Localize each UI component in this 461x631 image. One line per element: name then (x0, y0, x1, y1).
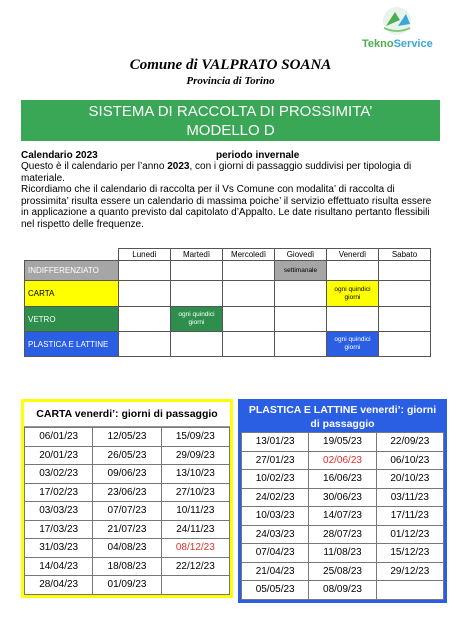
plastica-box-title: PLASTICA E LATTINE venerdi’: giorni di passaggio (241, 402, 444, 432)
date-cell: 24/03/23 (242, 525, 309, 544)
date-cell: 01/12/23 (376, 525, 443, 544)
day-header: Venerdì (327, 249, 379, 261)
date-cell: 03/02/23 (25, 465, 93, 484)
date-cell: 03/03/23 (25, 502, 93, 521)
date-cell: 17/02/23 (25, 483, 93, 502)
row-plastica (25, 332, 431, 357)
notice-paragraph: Ricordiamo che il calendario di raccolta per il Vs Comune con modalita’ di raccolta di prossimita’ risulta essere un calendario di massima poiche’ il servizio effettuato risulta essere in applicazione a quanto previsto dal capitolato d’Appalto. Le date risultano pertanto flessibili nel rispetto delle frequenze. (21, 184, 432, 230)
logo-wordmark: TeknoService (362, 38, 433, 50)
date-row (242, 488, 444, 507)
date-cell: 06/10/23 (376, 451, 443, 470)
date-cell: 06/01/23 (25, 428, 93, 447)
date-row (242, 433, 444, 452)
date-cell: 26/05/23 (93, 446, 161, 465)
date-cell: 02/06/23 (309, 451, 376, 470)
date-row (242, 451, 444, 470)
day-header: Martedì (171, 249, 223, 261)
date-cell: 31/03/23 (25, 539, 93, 558)
date-cell: 21/04/23 (242, 562, 309, 581)
material-label: VETRO (25, 307, 119, 332)
date-cell: 08/12/23 (161, 539, 229, 558)
date-cell: 19/05/23 (309, 433, 376, 452)
date-row (25, 483, 230, 502)
date-cell: 17/11/23 (376, 507, 443, 526)
date-cell: 30/06/23 (309, 488, 376, 507)
date-cell: 21/07/23 (93, 520, 161, 539)
date-cell: 20/10/23 (376, 470, 443, 489)
date-row (25, 539, 230, 558)
banner-line-2: MODELLO D (186, 122, 275, 139)
date-cell: 20/01/23 (25, 446, 93, 465)
date-row (242, 470, 444, 489)
comune-title: Comune di VALPRATO SOANA (129, 57, 332, 73)
date-cell: 15/12/23 (376, 544, 443, 563)
date-row (242, 507, 444, 526)
date-row (242, 544, 444, 563)
date-cell: 17/03/23 (25, 520, 93, 539)
date-cell: 22/09/23 (376, 433, 443, 452)
date-cell: 08/09/23 (309, 581, 376, 600)
period-label: periodo invernale (216, 150, 300, 161)
date-cell: 07/04/23 (242, 544, 309, 563)
date-cell: 16/06/23 (309, 470, 376, 489)
date-cell: 01/09/23 (93, 576, 161, 595)
date-cell: 18/08/23 (93, 557, 161, 576)
date-cell: 25/08/23 (309, 562, 376, 581)
date-cell: 14/04/23 (25, 557, 93, 576)
date-cell: 09/06/23 (93, 465, 161, 484)
date-cell: 23/06/23 (93, 483, 161, 502)
date-cell: 05/05/23 (242, 581, 309, 600)
material-label: CARTA (25, 281, 119, 307)
day-header: Giovedì (275, 249, 327, 261)
date-cell: 11/08/23 (309, 544, 376, 563)
date-cell: 29/12/23 (376, 562, 443, 581)
row-vetro (25, 307, 431, 332)
date-cell: 27/10/23 (161, 483, 229, 502)
frequency-cell: ogni quindici giorni (327, 332, 379, 357)
date-cell: 07/07/23 (93, 502, 161, 521)
date-row (25, 502, 230, 521)
date-cell: 28/04/23 (25, 576, 93, 595)
row-carta (25, 281, 431, 307)
day-header: Lunedì (119, 249, 171, 261)
date-cell: 15/09/23 (161, 428, 229, 447)
date-cell: 10/03/23 (242, 507, 309, 526)
date-row (242, 581, 444, 600)
week-header-row (25, 249, 431, 261)
calendar-year-label: Calendario 2023 (21, 150, 98, 161)
date-row (242, 562, 444, 581)
date-cell: 13/01/23 (242, 433, 309, 452)
frequency-cell: ogni quindici giorni (171, 307, 223, 332)
intro-paragraph: Questo è il calendario per l’anno 2023, con i giorni di passaggio suddivisi per tipologia di materiale. (21, 161, 412, 184)
date-cell: 28/07/23 (309, 525, 376, 544)
row-indifferenziato (25, 261, 431, 281)
carta-dates-table (24, 427, 230, 595)
provincia-subtitle: Provincia di Torino (186, 75, 275, 87)
date-cell: 12/05/23 (93, 428, 161, 447)
date-cell: 03/11/23 (376, 488, 443, 507)
date-cell: 22/12/23 (161, 557, 229, 576)
date-row (25, 428, 230, 447)
date-cell: 27/01/23 (242, 451, 309, 470)
date-cell: 10/11/23 (161, 502, 229, 521)
date-row (25, 520, 230, 539)
date-row (25, 465, 230, 484)
date-row (25, 557, 230, 576)
carta-dates-box (21, 399, 233, 598)
date-cell: 13/10/23 (161, 465, 229, 484)
date-cell: 29/09/23 (161, 446, 229, 465)
frequency-cell: settimanale (275, 261, 327, 281)
date-cell: 04/08/23 (93, 539, 161, 558)
date-row (25, 446, 230, 465)
date-cell: 24/02/23 (242, 488, 309, 507)
carta-box-title: CARTA venerdi’: giorni di passaggio (24, 402, 230, 427)
date-cell: 24/11/23 (161, 520, 229, 539)
date-cell (161, 576, 229, 595)
day-header: Sabato (379, 249, 431, 261)
date-cell: 14/07/23 (309, 507, 376, 526)
date-row (25, 576, 230, 595)
date-row (242, 525, 444, 544)
material-label: PLASTICA E LATTINE (25, 332, 119, 357)
day-header: Mercoledì (223, 249, 275, 261)
banner-line-1: SISTEMA DI RACCOLTA DI PROSSIMITA’ (88, 103, 373, 120)
frequency-cell: ogni quindici giorni (327, 281, 379, 307)
material-label: INDIFFERENZIATO (25, 261, 119, 281)
weekly-schedule-table (24, 248, 431, 357)
plastica-dates-table (241, 432, 444, 600)
date-cell (376, 581, 443, 600)
date-cell: 10/02/23 (242, 470, 309, 489)
system-banner (21, 100, 440, 141)
plastica-dates-box (238, 399, 447, 603)
